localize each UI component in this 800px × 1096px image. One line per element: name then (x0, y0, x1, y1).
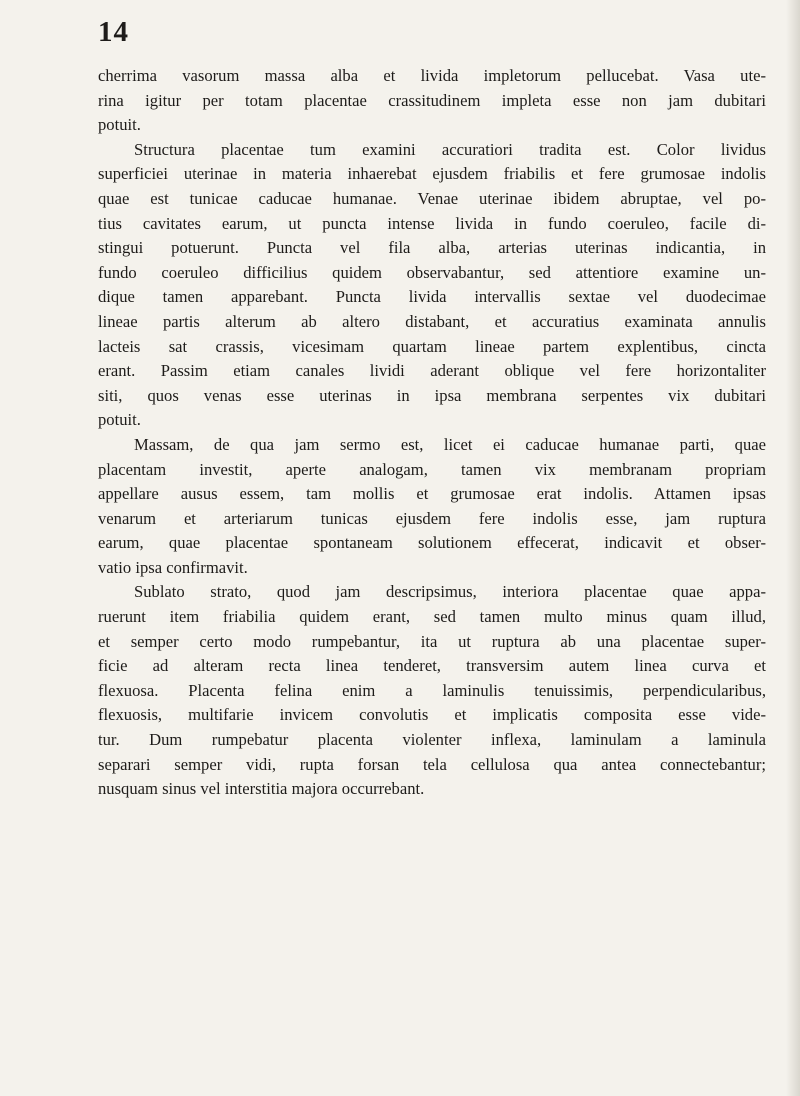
page-number: 14 (98, 16, 129, 48)
body-text (98, 64, 766, 802)
text-line: separari semper vidi, rupta forsan tela cellulosa qua antea connectebantur; (98, 754, 766, 774)
text-line: tur. Dum rumpebatur placenta violenter inflexa, laminulam a laminula (98, 730, 766, 750)
text-line: potuit. (98, 115, 141, 135)
text-line: erant. Passim etiam canales lividi aderant oblique vel fere horizontaliter (98, 361, 766, 381)
text-line: dique tamen apparebant. Puncta livida intervallis sextae vel duodecimae (98, 287, 766, 307)
text-line: quae est tunicae caducae humanae. Venae uterinae ibidem abruptae, vel po- (98, 188, 766, 208)
text-line: nusquam sinus vel interstitia majora occurrebant. (98, 779, 425, 799)
paragraph-start-line: Sublato strato, quod jam descripsimus, interiora placentae quae appa- (134, 582, 766, 602)
text-line: lineae partis alterum ab altero distabant, et accuratius examinata annulis (98, 311, 766, 331)
text-line: rina igitur per totam placentae crassitudinem impleta esse non jam dubitari (98, 90, 766, 110)
text-line: earum, quae placentae spontaneam solutionem effecerat, indicavit et obser- (98, 533, 766, 553)
text-line: flexuosis, multifarie invicem convolutis et implicatis composita esse vide- (98, 705, 766, 725)
text-line: cherrima vasorum massa alba et livida impletorum pellucebat. Vasa ute- (98, 66, 766, 85)
text-line: venarum et arteriarum tunicas ejusdem fere indolis esse, jam ruptura (98, 508, 766, 528)
text-line: stingui potuerunt. Puncta vel fila alba, arterias uterinas indicantia, in (98, 238, 766, 258)
text-line: lacteis sat crassis, vicesimam quartam lineae partem explentibus, cincta (98, 336, 766, 356)
text-line: et semper certo modo rumpebantur, ita ut ruptura ab una placentae super- (98, 631, 766, 651)
text-line: placentam investit, aperte analogam, tamen vix membranam propriam (98, 459, 766, 479)
text-line: fundo coeruleo difficilius quidem observabantur, sed attentiore examine un- (98, 262, 766, 282)
text-line: flexuosa. Placenta felina enim a laminulis tenuissimis, perpendicularibus, (98, 680, 766, 700)
page-edge-shadow (786, 0, 800, 1096)
text-line: superficiei uterinae in materia inhaerebat ejusdem friabilis et fere grumosae indolis (98, 164, 766, 184)
text-line: ficie ad alteram recta linea tenderet, transversim autem linea curva et (98, 656, 766, 676)
text-line: ruerunt item friabilia quidem erant, sed tamen multo minus quam illud, (98, 607, 766, 627)
text-line: siti, quos venas esse uterinas in ipsa membrana serpentes vix dubitari (98, 385, 766, 405)
paragraph-start-line: Structura placentae tum examini accuratiori tradita est. Color lividus (134, 139, 766, 159)
text-line: tius cavitates earum, ut puncta intense livida in fundo coeruleo, facile di- (98, 213, 766, 233)
text-line: appellare ausus essem, tam mollis et grumosae erat indolis. Attamen ipsas (98, 484, 766, 504)
paragraph-start-line: Massam, de qua jam sermo est, licet ei caducae humanae parti, quae (134, 434, 766, 454)
text-line: vatio ipsa confirmavit. (98, 557, 248, 577)
text-line: potuit. (98, 410, 141, 430)
